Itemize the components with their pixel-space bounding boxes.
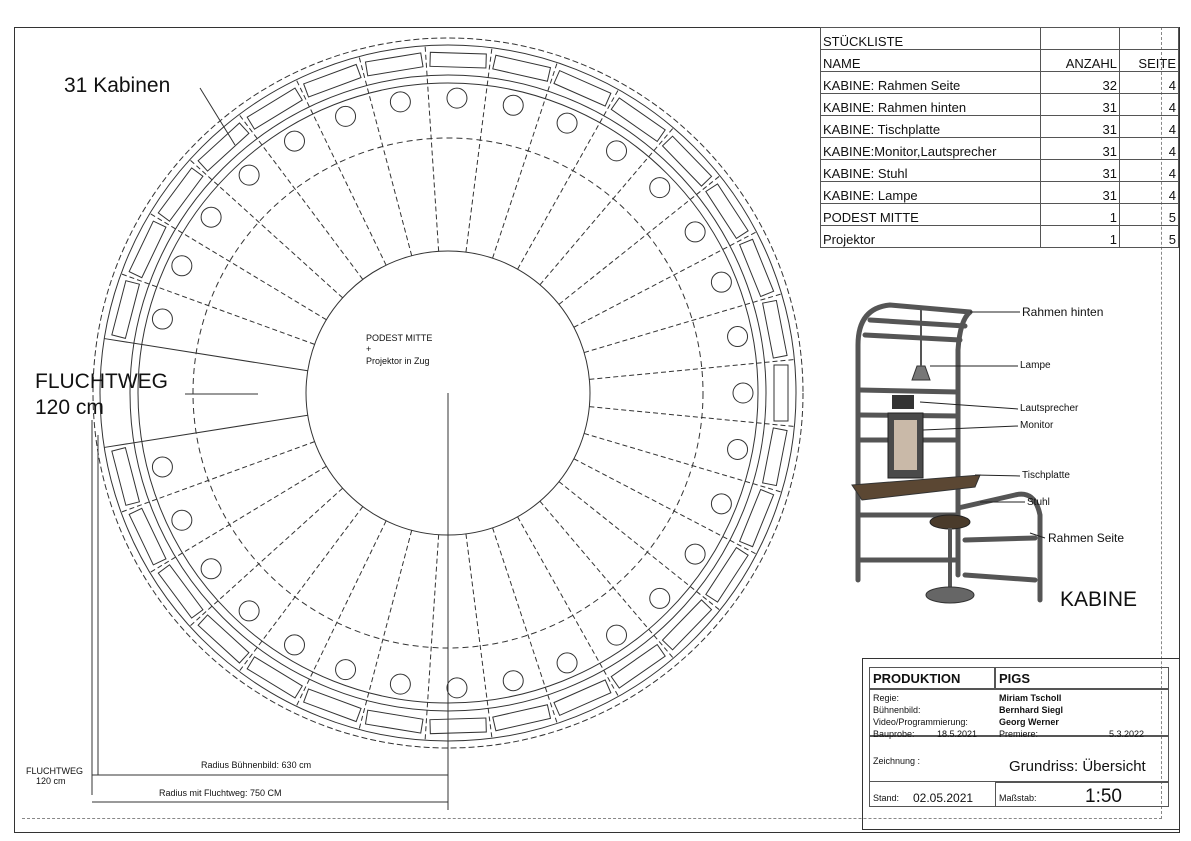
cabin-stool <box>172 510 192 530</box>
cabin-frame <box>763 300 787 358</box>
regie-label: Regie: <box>873 693 900 703</box>
cabin-frame <box>365 710 423 733</box>
cabin-stool <box>447 88 467 108</box>
cabin-frame <box>129 221 166 278</box>
produktion-label: PRODUKTION <box>873 671 961 686</box>
table-row <box>821 160 1179 182</box>
cabin-divider <box>559 482 720 611</box>
label-stuhl: Stuhl <box>1027 497 1050 508</box>
table-row <box>821 182 1179 204</box>
zeichnung-value: Grundriss: Übersicht <box>1009 758 1146 775</box>
cabin-frame <box>198 123 249 171</box>
bauprobe-value: 18.5.2021 <box>937 729 978 739</box>
video-label: Video/Programmierung: <box>873 717 968 727</box>
cabin-stool <box>685 544 705 564</box>
cabin-divider <box>559 176 720 305</box>
row-seite: 4 <box>1120 94 1179 116</box>
row-anzahl: 31 <box>1041 138 1120 160</box>
row-name: KABINE: Tischplatte <box>821 116 1041 138</box>
row-name: KABINE: Stuhl <box>821 160 1041 182</box>
cabin-stool <box>336 660 356 680</box>
center-label-line1: PODEST MITTE <box>366 333 433 343</box>
table-row <box>821 138 1179 160</box>
cabin-divider <box>104 415 307 447</box>
cabin-divider <box>190 160 343 298</box>
cabin-stool <box>607 141 627 161</box>
lampe <box>912 366 930 380</box>
buehnenbild-value: Bernhard Siegl <box>999 705 1064 715</box>
row-seite: 4 <box>1120 160 1179 182</box>
cabin-stool <box>557 653 577 673</box>
monitor-screen <box>894 420 917 470</box>
tischplatte <box>852 475 980 500</box>
row-anzahl: 31 <box>1041 116 1120 138</box>
label-tischplatte: Tischplatte <box>1022 470 1070 481</box>
center-label-line2: + <box>366 344 372 354</box>
cabin-frame <box>304 689 361 722</box>
massstab-label: Maßstab: <box>999 793 1037 803</box>
cabin-divider <box>239 507 363 672</box>
label-rahmen-hinten: Rahmen hinten <box>1022 305 1104 319</box>
cabin-frame <box>129 508 166 565</box>
cabin-stool <box>650 178 670 198</box>
cabin-frame <box>763 428 787 486</box>
cabin-frame <box>662 136 711 186</box>
cabin-stool <box>711 272 731 292</box>
row-anzahl: 32 <box>1041 72 1120 94</box>
header-name: NAME <box>821 50 1041 72</box>
row-seite: 4 <box>1120 182 1179 204</box>
kabine-illustration <box>830 290 1170 620</box>
kabinen-leader <box>200 88 235 145</box>
label-rahmen-seite: Rahmen Seite <box>1048 531 1125 545</box>
cabin-divider <box>589 407 794 427</box>
cabin-divider <box>239 115 363 280</box>
stand-label: Stand: <box>873 793 900 803</box>
label-lampe: Lampe <box>1020 360 1051 371</box>
cabin-stool <box>607 625 627 645</box>
row-anzahl: 31 <box>1041 182 1120 204</box>
dim-fluchtweg-line2: 120 cm <box>36 776 66 786</box>
cabin-stool <box>336 106 356 126</box>
stueckliste-table <box>820 27 1179 248</box>
dim-fluchtweg-line1: FLUCHTWEG <box>26 766 83 776</box>
cabin-divider <box>150 213 326 319</box>
row-anzahl: 1 <box>1041 204 1120 226</box>
cabin-frame <box>430 52 486 68</box>
cabin-divider <box>584 433 781 492</box>
cabin-divider <box>466 48 492 252</box>
cabin-divider <box>150 466 326 572</box>
lautsprecher <box>892 395 914 409</box>
cabin-divider <box>104 339 307 371</box>
cabin-divider <box>466 534 492 738</box>
center-label-line3: Projektor in Zug <box>366 356 430 366</box>
zeichnung-label: Zeichnung : <box>873 756 921 766</box>
cabin-stool <box>503 671 523 691</box>
row-seite: 5 <box>1120 226 1179 248</box>
cabin-frame <box>198 615 249 663</box>
table-row <box>821 226 1179 248</box>
buehnenbild-label: Bühnenbild: <box>873 705 921 715</box>
label-monitor: Monitor <box>1020 420 1054 431</box>
fluchtweg-label-line1: FLUCHTWEG <box>35 370 168 393</box>
cabin-stool <box>201 559 221 579</box>
cabin-stool <box>285 635 305 655</box>
row-anzahl: 1 <box>1041 226 1120 248</box>
row-anzahl: 31 <box>1041 160 1120 182</box>
massstab-value: 1:50 <box>1085 786 1122 807</box>
cabin-frame <box>365 53 423 76</box>
cabin-stool <box>728 327 748 347</box>
cabin-stool <box>728 439 748 459</box>
cabin-frame <box>430 718 486 734</box>
cabin-divider <box>574 232 757 327</box>
cabin-stool <box>557 113 577 133</box>
row-seite: 4 <box>1120 72 1179 94</box>
video-value: Georg Werner <box>999 717 1059 727</box>
row-name: KABINE: Lampe <box>821 182 1041 204</box>
cabin-divider <box>493 528 558 724</box>
stueckliste-title: STÜCKLISTE <box>821 28 1041 50</box>
row-name: KABINE: Rahmen Seite <box>821 72 1041 94</box>
cabin-frame <box>740 239 774 296</box>
cabin-frame <box>304 64 361 97</box>
row-name: KABINE: Rahmen hinten <box>821 94 1041 116</box>
cabin-divider <box>584 294 781 353</box>
cabin-frame <box>774 365 788 421</box>
row-seite: 4 <box>1120 138 1179 160</box>
title-block <box>862 658 1180 830</box>
cabin-frame <box>662 600 711 650</box>
header-anzahl: ANZAHL <box>1041 50 1120 72</box>
rahmen-hinten-post <box>958 312 970 575</box>
cabin-stool <box>447 678 467 698</box>
row-name: Projektor <box>821 226 1041 248</box>
table-row <box>821 204 1179 226</box>
fluchtweg-label-line2: 120 cm <box>35 396 104 419</box>
cabin-stool <box>503 95 523 115</box>
cabin-divider <box>518 90 619 270</box>
cabin-frame <box>493 55 551 81</box>
stuhl-seat <box>930 515 970 529</box>
table-row <box>821 116 1179 138</box>
cabin-divider <box>493 63 558 259</box>
label-lautsprecher: Lautsprecher <box>1020 403 1079 414</box>
cabin-frame <box>740 490 774 547</box>
cabin-frame <box>554 71 611 106</box>
premiere-label: Premiere: <box>999 729 1039 739</box>
cabin-stool <box>152 309 172 329</box>
row-name: PODEST MITTE <box>821 204 1041 226</box>
premiere-value: 5.3.2022 <box>1109 729 1145 739</box>
cabin-stool <box>650 588 670 608</box>
bauprobe-label: Bauprobe: <box>873 729 915 739</box>
dim-radius-fluchtweg: Radius mit Fluchtweg: 750 CM <box>159 788 282 798</box>
cabin-divider <box>589 360 794 380</box>
cabin-stool <box>390 92 410 112</box>
dim-radius-buehnenbild: Radius Bühnenbild: 630 cm <box>201 760 312 770</box>
cabin-stool <box>733 383 753 403</box>
stueckliste-header-row <box>821 50 1179 72</box>
cabin-divider <box>425 535 439 741</box>
cabin-stool <box>152 457 172 477</box>
stand-value: 02.05.2021 <box>913 791 974 805</box>
cabin-stool <box>239 601 259 621</box>
row-name: KABINE:Monitor,Lautsprecher <box>821 138 1041 160</box>
cabin-stool <box>201 207 221 227</box>
row-seite: 4 <box>1120 116 1179 138</box>
header-seite: SEITE <box>1120 50 1179 72</box>
cabin-frame <box>158 565 203 618</box>
cabin-stool <box>711 494 731 514</box>
cabin-frame <box>493 705 551 731</box>
regie-value: Miriam Tscholl <box>999 693 1062 703</box>
row-anzahl: 31 <box>1041 94 1120 116</box>
cabin-frame <box>158 168 203 221</box>
kabine-title: KABINE <box>1060 588 1138 611</box>
kabinen-label: 31 Kabinen <box>64 74 171 97</box>
cabin-stool <box>172 256 192 276</box>
table-row <box>821 94 1179 116</box>
cabin-stool <box>685 222 705 242</box>
cabin-stool <box>390 674 410 694</box>
cabin-divider <box>518 517 619 697</box>
cabin-ring <box>104 46 794 740</box>
cabin-frame <box>554 680 611 715</box>
cabin-divider <box>190 488 343 626</box>
cabin-divider <box>574 459 757 554</box>
cabin-stool <box>239 165 259 185</box>
stuhl-base <box>926 587 974 603</box>
stueckliste-title-row <box>821 28 1179 50</box>
rahmen-seite <box>958 494 1040 600</box>
row-seite: 5 <box>1120 204 1179 226</box>
cabin-stool <box>285 131 305 151</box>
produktion-value: PIGS <box>999 671 1031 686</box>
table-row <box>821 72 1179 94</box>
cabin-divider <box>425 46 439 252</box>
